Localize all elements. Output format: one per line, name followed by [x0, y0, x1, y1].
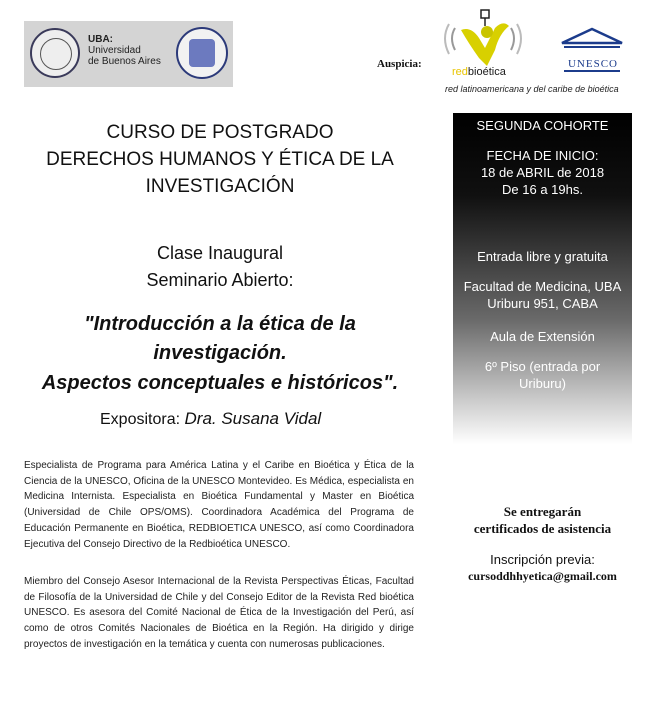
lecture-title-line3: Aspectos conceptuales e históricos".	[41, 372, 399, 394]
redbioetica-name-b: bioética	[467, 66, 506, 78]
auspicia-label: Auspicia:	[377, 58, 422, 70]
floor-block	[453, 358, 632, 392]
entry-info: Entrada libre y gratuita	[477, 249, 608, 264]
redbioetica-name	[452, 66, 506, 78]
uba-line2: Universidad	[88, 45, 141, 56]
certificate-line2: certificados de asistencia	[473, 521, 612, 536]
cohorte-label: SEGUNDA COHORTE	[476, 118, 609, 133]
unesco-label: UNESCO	[567, 58, 618, 70]
registration-label: Inscripción previa:	[490, 552, 595, 567]
course-title-line1: CURSO DE POSTGRADO	[106, 122, 334, 143]
class-line2: Seminario Abierto:	[146, 270, 294, 290]
lecture-title-line2: investigación.	[153, 342, 287, 364]
uba-seal-icon	[30, 28, 80, 78]
speaker-name: Dra. Susana Vidal	[184, 409, 322, 428]
floor-line1: 6º Piso (entrada por	[484, 359, 601, 374]
class-line1: Clase Inaugural	[156, 243, 284, 263]
location-line2: Uriburu 951, CABA	[487, 296, 598, 311]
info-panel	[453, 113, 632, 573]
course-title-line2: DERECHOS HUMANOS Y ÉTICA DE LA	[46, 149, 394, 170]
floor-line2: Uriburu)	[519, 376, 566, 391]
uba-text	[88, 34, 161, 67]
certificate-block	[453, 503, 632, 537]
registration-email-link[interactable]: cursoddhhyetica@gmail.com	[468, 569, 617, 583]
certificate-line1: Se entregarán	[503, 504, 582, 519]
bio-paragraph-2: Miembro del Consejo Asesor Internacional de la Revista Perspectivas Éticas, Facultad de Filosofía de la Universidad de Chile y del Consejo Editor de la Revista Red bioética UNESCO. Es asesora del Comité Nacional de Ética de la Investigación del Perú, así como de otros Comités Nacionales de Bioética en la Región. Ha dirigido y dirige proyectos de investigación en la temática y cuenta con numerosas publicaciones.	[24, 576, 414, 650]
redbioetica-subtitle: red latinoamericana y del caribe de bioética	[445, 84, 619, 94]
start-date-label: FECHA DE INICIO:	[486, 148, 599, 163]
redbioetica-name-a: red	[452, 66, 468, 78]
bio-paragraph-1: Especialista de Programa para América Latina y el Caribe en Bioética y Ética de la Ciencia de la UNESCO, Oficina de la UNESCO Montevideo. Es Médica, especialista en Medicina Internista. Especialista en Bioética Fundamental y Master en Bioética (Universidad de Chile OPS/OMS). Coordinadora Académica del Programa de Educación Permanente en Bioética, REDBIOETICA UNESCO, así como Coordinadora Ejecutiva del Consejo Directivo de la Redbioética UNESCO.	[24, 460, 414, 550]
uba-line3: de Buenos Aires	[88, 56, 161, 67]
location-block	[453, 278, 632, 312]
schedule: De 16 a 19hs.	[502, 182, 583, 197]
facultad-medicina-seal-icon	[176, 27, 228, 79]
start-date: 18 de ABRIL de 2018	[480, 165, 605, 180]
speaker	[100, 409, 321, 429]
start-date-block	[453, 147, 632, 198]
lecture-title-line1: "Introducción a la ética de la	[84, 313, 356, 335]
speaker-label: Expositora:	[100, 411, 181, 428]
location-line1: Facultad de Medicina, UBA	[463, 279, 622, 294]
room-info: Aula de Extensión	[490, 329, 595, 344]
uba-line1: UBA:	[88, 34, 113, 45]
course-title-line3: INVESTIGACIÓN	[145, 176, 295, 197]
uba-logo	[24, 21, 233, 87]
